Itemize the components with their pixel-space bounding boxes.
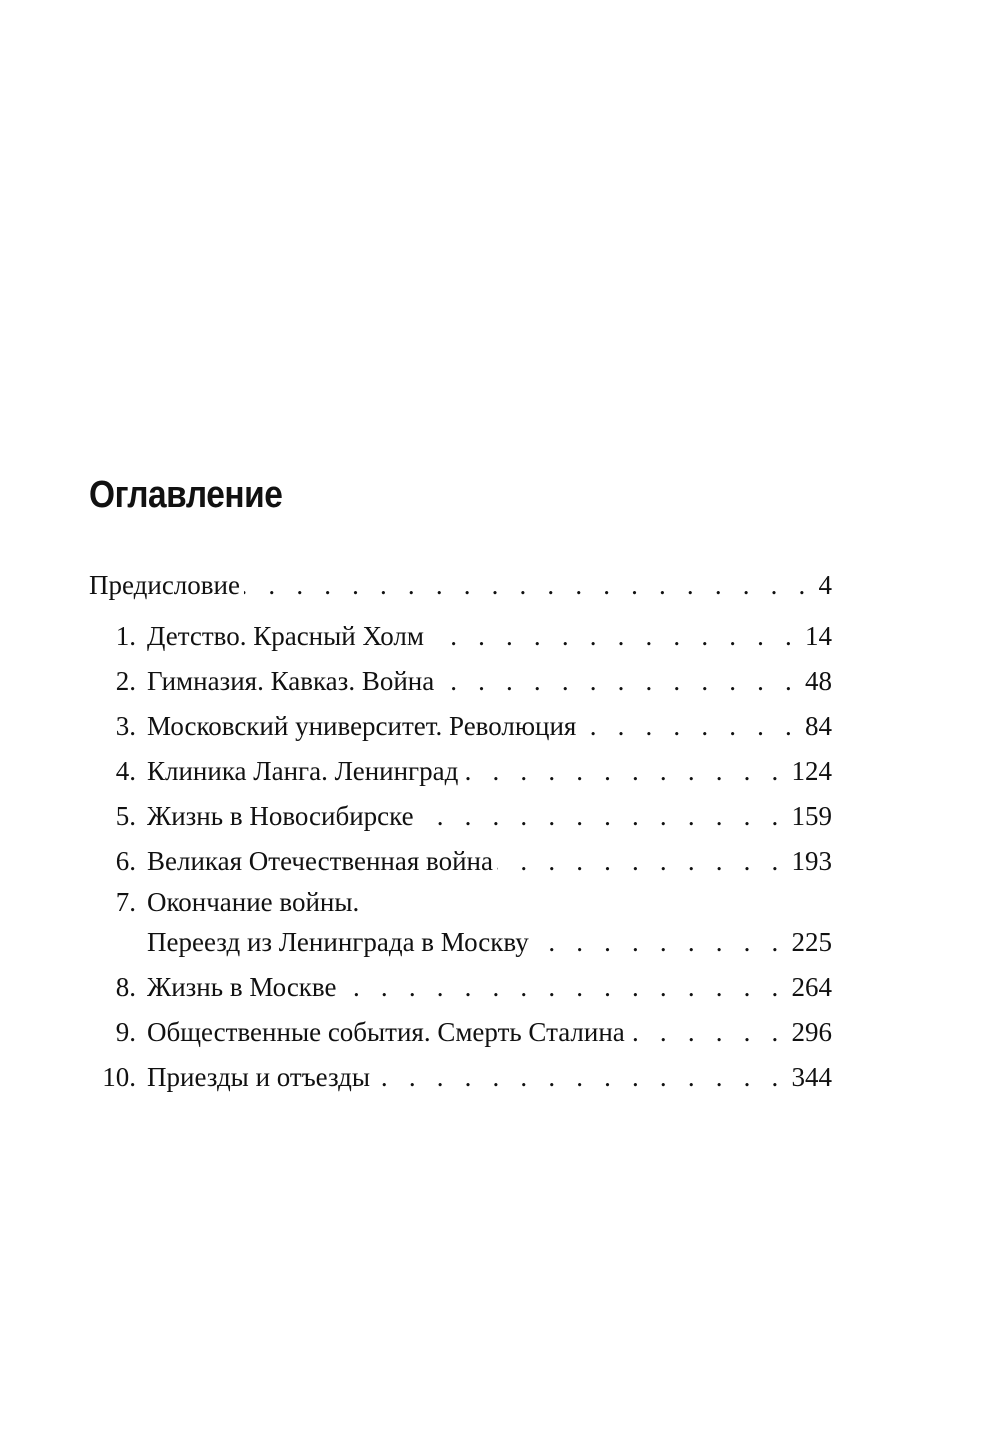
toc-entry-number: 5. <box>115 801 136 831</box>
toc-entry-page: 296 <box>791 1017 832 1047</box>
toc-entry-page: 344 <box>791 1062 832 1092</box>
toc-entry-chapter-3[interactable] <box>89 704 832 749</box>
toc-leader-dots <box>629 1010 786 1055</box>
toc-entry-title-line2: Переезд из Ленинграда в Москву <box>147 927 529 957</box>
toc-leader-dots <box>374 1055 785 1100</box>
toc-entry-title: Московский университет. Революция <box>147 711 577 741</box>
toc-entry-chapter-7[interactable] <box>89 884 832 965</box>
toc-entry-chapter-6[interactable] <box>89 839 832 884</box>
toc-entry-number: 9. <box>115 1017 136 1047</box>
toc-entry-preface[interactable] <box>89 563 832 608</box>
toc-entry-page: 84 <box>805 711 832 741</box>
toc-entry-page: 4 <box>818 570 832 600</box>
toc-entry-chapter-4[interactable] <box>89 749 832 794</box>
toc-leader-dots <box>418 794 786 839</box>
toc-entry-title: Общественные события. Смерть Сталина <box>147 1017 625 1047</box>
toc-entry-page: 124 <box>791 756 832 786</box>
toc-entry-title: Гимназия. Кавказ. Война <box>147 666 435 696</box>
toc-entry-chapter-10[interactable] <box>89 1055 832 1100</box>
toc-entry-number: 3. <box>115 711 136 741</box>
toc-entry-page: 14 <box>805 621 832 651</box>
toc-list <box>89 563 832 1100</box>
toc-leader-dots <box>462 749 785 794</box>
toc-entry-title: Клиника Ланга. Ленинград <box>147 756 459 786</box>
toc-entry-number-text: 7. <box>115 887 136 917</box>
toc-entry-title: Детство. Красный Холм <box>147 621 424 651</box>
toc-entry-number: 6. <box>115 846 136 876</box>
toc-entry-chapter-8[interactable] <box>89 965 832 1010</box>
toc-leader-dots <box>244 563 813 608</box>
toc-entry-page: 193 <box>791 846 832 876</box>
toc-entry-number: 2. <box>115 666 136 696</box>
toc-entry-chapter-1[interactable] <box>89 614 832 659</box>
toc-leader-dots <box>580 704 799 749</box>
toc-leader-dots <box>533 920 786 965</box>
toc-entry-title: Приезды и отъезды <box>147 1062 371 1092</box>
toc-leader-dots <box>497 839 786 884</box>
toc-entry-page: 225 <box>791 927 832 957</box>
toc-entry-number: 1. <box>115 621 136 651</box>
toc-entry-number: 10. <box>102 1062 136 1092</box>
toc-entry-page: 159 <box>791 801 832 831</box>
toc-leader-dots <box>341 965 786 1010</box>
toc-entry-page: 264 <box>791 972 832 1002</box>
toc-entry-title-line1: Окончание войны. <box>147 887 360 917</box>
toc-entry-number: 4. <box>115 756 136 786</box>
toc-entry-title: Жизнь в Москве <box>147 972 337 1002</box>
toc-entry-chapter-2[interactable] <box>89 659 832 704</box>
toc-entry-page: 48 <box>805 666 832 696</box>
toc-heading: Оглавление <box>89 474 283 516</box>
toc-entry-number <box>89 884 136 920</box>
toc-entry-title: Великая Отечественная война <box>147 846 493 876</box>
toc-leader-dots <box>428 614 799 659</box>
toc-entry-title: Жизнь в Новосибирске <box>147 801 414 831</box>
toc-entry-title: Предисловие <box>89 570 240 600</box>
toc-entry-chapter-9[interactable] <box>89 1010 832 1055</box>
toc-leader-dots <box>438 659 799 704</box>
toc-entry-number: 8. <box>115 972 136 1002</box>
toc-entry-chapter-5[interactable] <box>89 794 832 839</box>
